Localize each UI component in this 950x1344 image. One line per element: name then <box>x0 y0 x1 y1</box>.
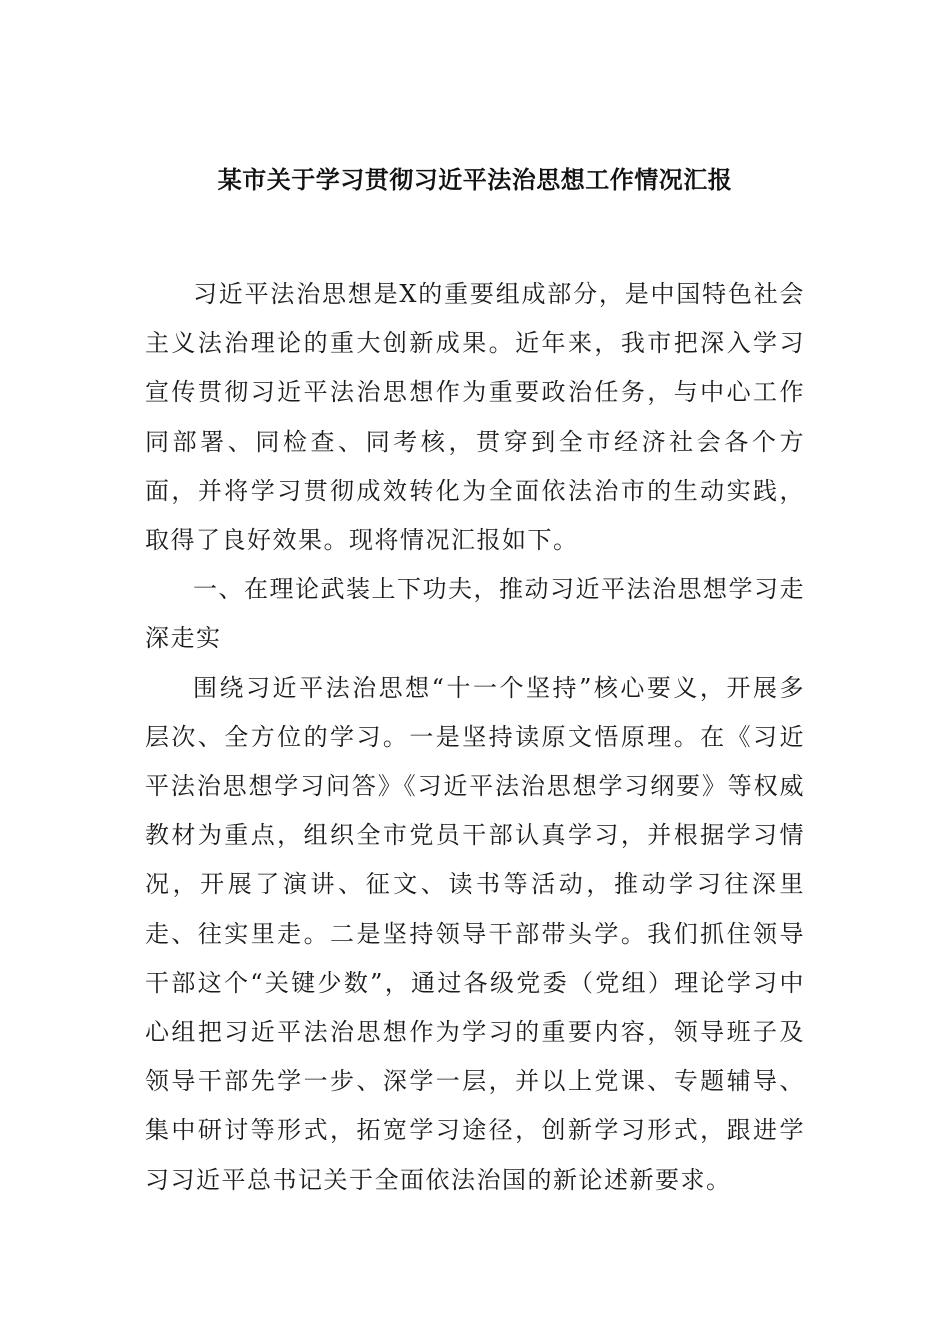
document-title: 某市关于学习贯彻习近平法治思想工作情况汇报 <box>217 165 733 194</box>
section-heading-1: 一、在理论武装上下功夫，推动习近平法治思想学习走深走实 <box>145 575 805 653</box>
paragraph-intro: 习近平法治思想是X的重要组成部分，是中国特色社会主义法治理论的重大创新成果。近年来，我市把深入学习宣传贯彻习近平法治思想作为重要政治任务，与中心工作同部署、同检查、同考核，贯穿到全市经济社会各个方面，并将学习贯彻成效转化为全面依法治市的生动实践，取得了良好效果。现将情况汇报如下。 <box>145 280 805 555</box>
paragraph-section-1: 围绕习近平法治思想“十一个坚持”核心要义，开展多层次、全方位的学习。一是坚持读原文悟原理。在《习近平法治思想学习问答》《习近平法治思想学习纲要》等权威教材为重点，组织全市党员干部认真学习，并根据学习情况，开展了演讲、征文、读书等活动，推动学习往深里走、往实里走。二是坚持领导干部带头学。我们抓住领导干部这个“关键少数”，通过各级党委（党组）理论学习中心组把习近平法治思想作为学习的重要内容，领导班子及领导干部先学一步、深学一层，并以上党课、专题辅导、集中研讨等形式，拓宽学习途径，创新学习形式，跟进学习习近平总书记关于全面依法治国的新论述新要求。 <box>145 673 805 1194</box>
document-body <box>145 270 805 1205</box>
